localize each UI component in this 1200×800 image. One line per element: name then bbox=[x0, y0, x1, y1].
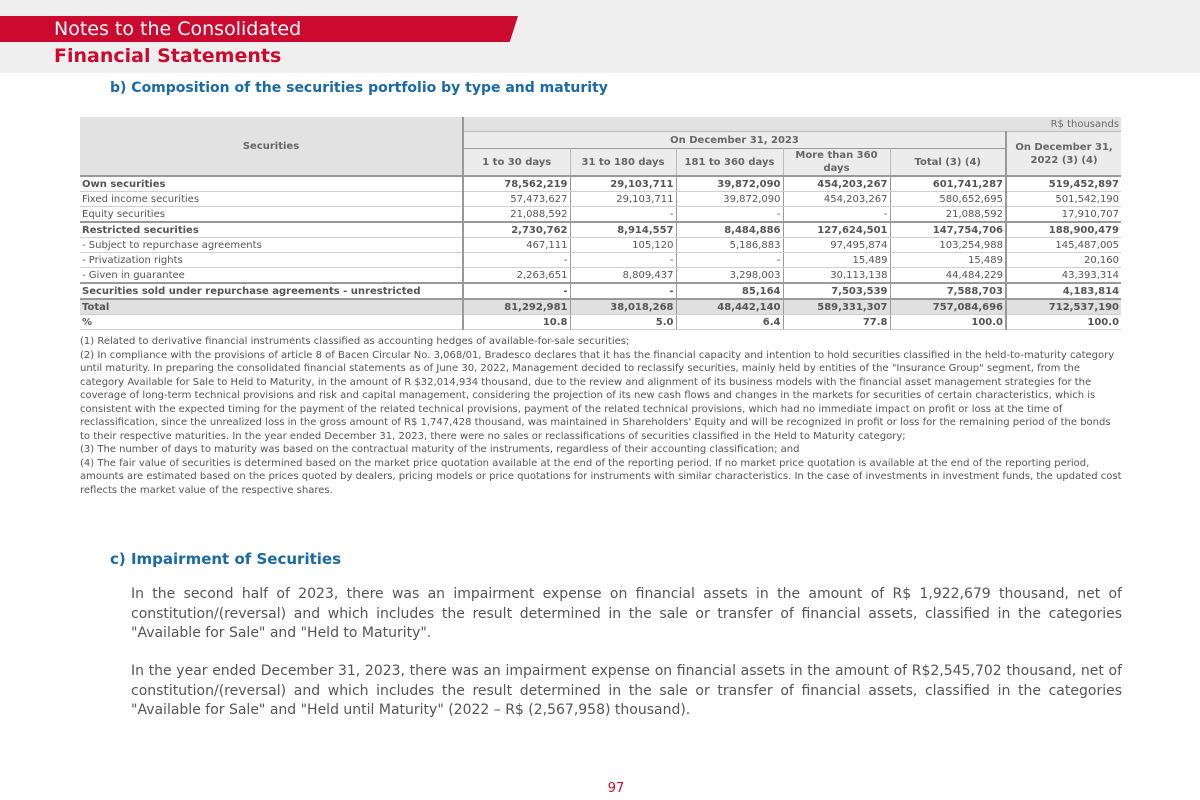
table-cell: 6.4 bbox=[676, 315, 783, 330]
table-cell: 100.0 bbox=[1006, 315, 1121, 330]
header-title-line1: Notes to the Consolidated bbox=[54, 18, 302, 40]
table-cell: 188,900,479 bbox=[1006, 222, 1121, 238]
table-cell: 29,103,711 bbox=[570, 176, 676, 192]
table-cell: 8,809,437 bbox=[570, 268, 676, 284]
header-prior-year: On December 31, 2022 (3) (4) bbox=[1006, 132, 1121, 177]
table-cell: 454,203,267 bbox=[783, 192, 890, 207]
page-number: 97 bbox=[607, 781, 625, 796]
table-cell: 589,331,307 bbox=[783, 299, 890, 315]
section-b-title: b) Composition of the securities portfolio by type and maturity bbox=[110, 80, 608, 96]
row-label: - Subject to repurchase agreements bbox=[80, 238, 463, 253]
table-row bbox=[80, 283, 1121, 299]
row-label: % bbox=[80, 315, 463, 330]
column-header: Total (3) (4) bbox=[890, 149, 1006, 177]
header-period: On December 31, 2023 bbox=[463, 132, 1006, 149]
row-label: - Given in guarantee bbox=[80, 268, 463, 284]
table-cell: 8,484,886 bbox=[676, 222, 783, 238]
table-cell: 38,018,268 bbox=[570, 299, 676, 315]
table-cell: 85,164 bbox=[676, 283, 783, 299]
table-cell: 29,103,711 bbox=[570, 192, 676, 207]
column-header: More than 360 days bbox=[783, 149, 890, 177]
table-cell: 48,442,140 bbox=[676, 299, 783, 315]
table-cell: - bbox=[570, 253, 676, 268]
table-footnotes bbox=[80, 335, 1122, 497]
column-header: 31 to 180 days bbox=[570, 149, 676, 177]
table-cell: 2,730,762 bbox=[463, 222, 570, 238]
table-cell: 147,754,706 bbox=[890, 222, 1006, 238]
table-row-total bbox=[80, 299, 1121, 315]
table-cell: - bbox=[783, 207, 890, 223]
table-cell: 17,910,707 bbox=[1006, 207, 1121, 223]
table-cell: 103,254,988 bbox=[890, 238, 1006, 253]
column-header: 1 to 30 days bbox=[463, 149, 570, 177]
table-cell: 77.8 bbox=[783, 315, 890, 330]
table-cell: - bbox=[463, 283, 570, 299]
row-label: Own securities bbox=[80, 176, 463, 192]
table-cell: 8,914,557 bbox=[570, 222, 676, 238]
column-header: 181 to 360 days bbox=[676, 149, 783, 177]
table-cell: 127,624,501 bbox=[783, 222, 890, 238]
table-cell: 454,203,267 bbox=[783, 176, 890, 192]
table-cell: 3,298,003 bbox=[676, 268, 783, 284]
table-cell: 7,588,703 bbox=[890, 283, 1006, 299]
header-title-line2: Financial Statements bbox=[54, 45, 282, 67]
table-cell: - bbox=[676, 253, 783, 268]
table-cell: 81,292,981 bbox=[463, 299, 570, 315]
footnote: (2) In compliance with the provisions of article 8 of Bacen Circular No. 3,068/01, Bradesco declares that it has the financial capacity and intention to hold securities classified in the held-to-maturity category until maturity. In preparing the consolidated financial statements as of June 30, 2022, Management decided to reclassify securities, mainly held by entities of the "Insurance Group" segment, from the category Available for Sale to Held to Maturity, in the amount of R $32,014,934 thousand, due to the review and alignment of its business models with the financial asset management strategies for the coverage of long-term technical provisions and risk and capital management, considering the projection of its new cash flows and changes in the markets for securities of certain characteristics, which is consistent with the expected timing for the payment of the related technical provisions, payment of the related technical provisions, which had no immediate impact on profit or loss at the time of reclassification, since the unrealized loss in the gross amount of R$ 1,747,428 thousand, was maintained in Shareholders' Equity and will be recognized in profit or loss for the remaining period of the bonds to their respective maturities. In the year ended December 31, 2023, there were no sales or reclassifications of securities classified in the Held to Maturity category; bbox=[80, 349, 1115, 442]
footnote: (4) The fair value of securities is determined based on the market price quotation available at the end of the reporting period. If no market price quotation is available at the end of the reporting period, amounts are estimated based on the prices quoted by dealers, pricing models or price quotations for instruments with similar characteristics. In the case of investments in investment funds, the updated cost reflects the market value of the respective shares. bbox=[80, 457, 1122, 496]
impairment-paragraph-half-year: In the second half of 2023, there was an impairment expense on financial assets in the amount of R$ 1,922,679 thousand, net of constitution/(reversal) and which includes the result determined in the sale or transfer of financial assets, classified in the categories "Available for Sale" and "Held to Maturity". bbox=[131, 586, 1122, 641]
table-cell: 21,088,592 bbox=[890, 207, 1006, 223]
table-cell: - bbox=[570, 207, 676, 223]
table-cell: 601,741,287 bbox=[890, 176, 1006, 192]
table-cell: 5.0 bbox=[570, 315, 676, 330]
table-cell: 105,120 bbox=[570, 238, 676, 253]
footnote: (3) The number of days to maturity was based on the contractual maturity of the instruments, regardless of their accounting classification; and bbox=[80, 444, 800, 455]
table-cell: 2,263,651 bbox=[463, 268, 570, 284]
table-cell: 145,487,005 bbox=[1006, 238, 1121, 253]
table-row bbox=[80, 253, 1121, 268]
row-label: Total bbox=[80, 299, 463, 315]
table-cell: 21,088,592 bbox=[463, 207, 570, 223]
section-c-title: c) Impairment of Securities bbox=[110, 550, 342, 568]
table-row bbox=[80, 176, 1121, 192]
impairment-paragraph-year: In the year ended December 31, 2023, there was an impairment expense on financial assets in the amount of R$2,545,702 thousand, net of constitution/(reversal) and which includes the result determined in the sale or transfer of financial assets, classified in the categories "Available for Sale" and "Held until Maturity" (2022 – R$ (2,567,958) thousand). bbox=[131, 663, 1122, 718]
securities-portfolio-table bbox=[80, 117, 1121, 330]
table-cell: - bbox=[463, 253, 570, 268]
table-cell: 519,452,897 bbox=[1006, 176, 1121, 192]
table-cell: - bbox=[676, 207, 783, 223]
table-cell: 39,872,090 bbox=[676, 176, 783, 192]
table-cell: 44,484,229 bbox=[890, 268, 1006, 284]
table-cell: 580,652,695 bbox=[890, 192, 1006, 207]
row-label: Fixed income securities bbox=[80, 192, 463, 207]
table-cell: 7,503,539 bbox=[783, 283, 890, 299]
table-cell: 43,393,314 bbox=[1006, 268, 1121, 284]
table-row bbox=[80, 192, 1121, 207]
table-cell: 712,537,190 bbox=[1006, 299, 1121, 315]
table-cell: 10.8 bbox=[463, 315, 570, 330]
table-cell: 15,489 bbox=[890, 253, 1006, 268]
row-label: Restricted securities bbox=[80, 222, 463, 238]
table-row bbox=[80, 268, 1121, 284]
unit-label: R$ thousands bbox=[463, 117, 1121, 132]
table-cell: 501,542,190 bbox=[1006, 192, 1121, 207]
table-cell: 757,084,696 bbox=[890, 299, 1006, 315]
row-label: - Privatization rights bbox=[80, 253, 463, 268]
table-row bbox=[80, 238, 1121, 253]
table-row bbox=[80, 222, 1121, 238]
table-cell: 39,872,090 bbox=[676, 192, 783, 207]
table-cell: 30,113,138 bbox=[783, 268, 890, 284]
table-row bbox=[80, 207, 1121, 223]
table-cell: 5,186,883 bbox=[676, 238, 783, 253]
table-row-percent bbox=[80, 315, 1121, 330]
table-cell: - bbox=[570, 283, 676, 299]
table-cell: 97,495,874 bbox=[783, 238, 890, 253]
row-label: Securities sold under repurchase agreements - unrestricted bbox=[80, 283, 463, 299]
table-cell: 20,160 bbox=[1006, 253, 1121, 268]
table-cell: 467,111 bbox=[463, 238, 570, 253]
footnote: (1) Related to derivative financial instruments classified as accounting hedges of available-for-sale securities; bbox=[80, 336, 630, 347]
table-cell: 100.0 bbox=[890, 315, 1006, 330]
header-securities: Securities bbox=[80, 117, 463, 176]
table-cell: 15,489 bbox=[783, 253, 890, 268]
table-cell: 78,562,219 bbox=[463, 176, 570, 192]
row-label: Equity securities bbox=[80, 207, 463, 223]
table-cell: 4,183,814 bbox=[1006, 283, 1121, 299]
table-cell: 57,473,627 bbox=[463, 192, 570, 207]
